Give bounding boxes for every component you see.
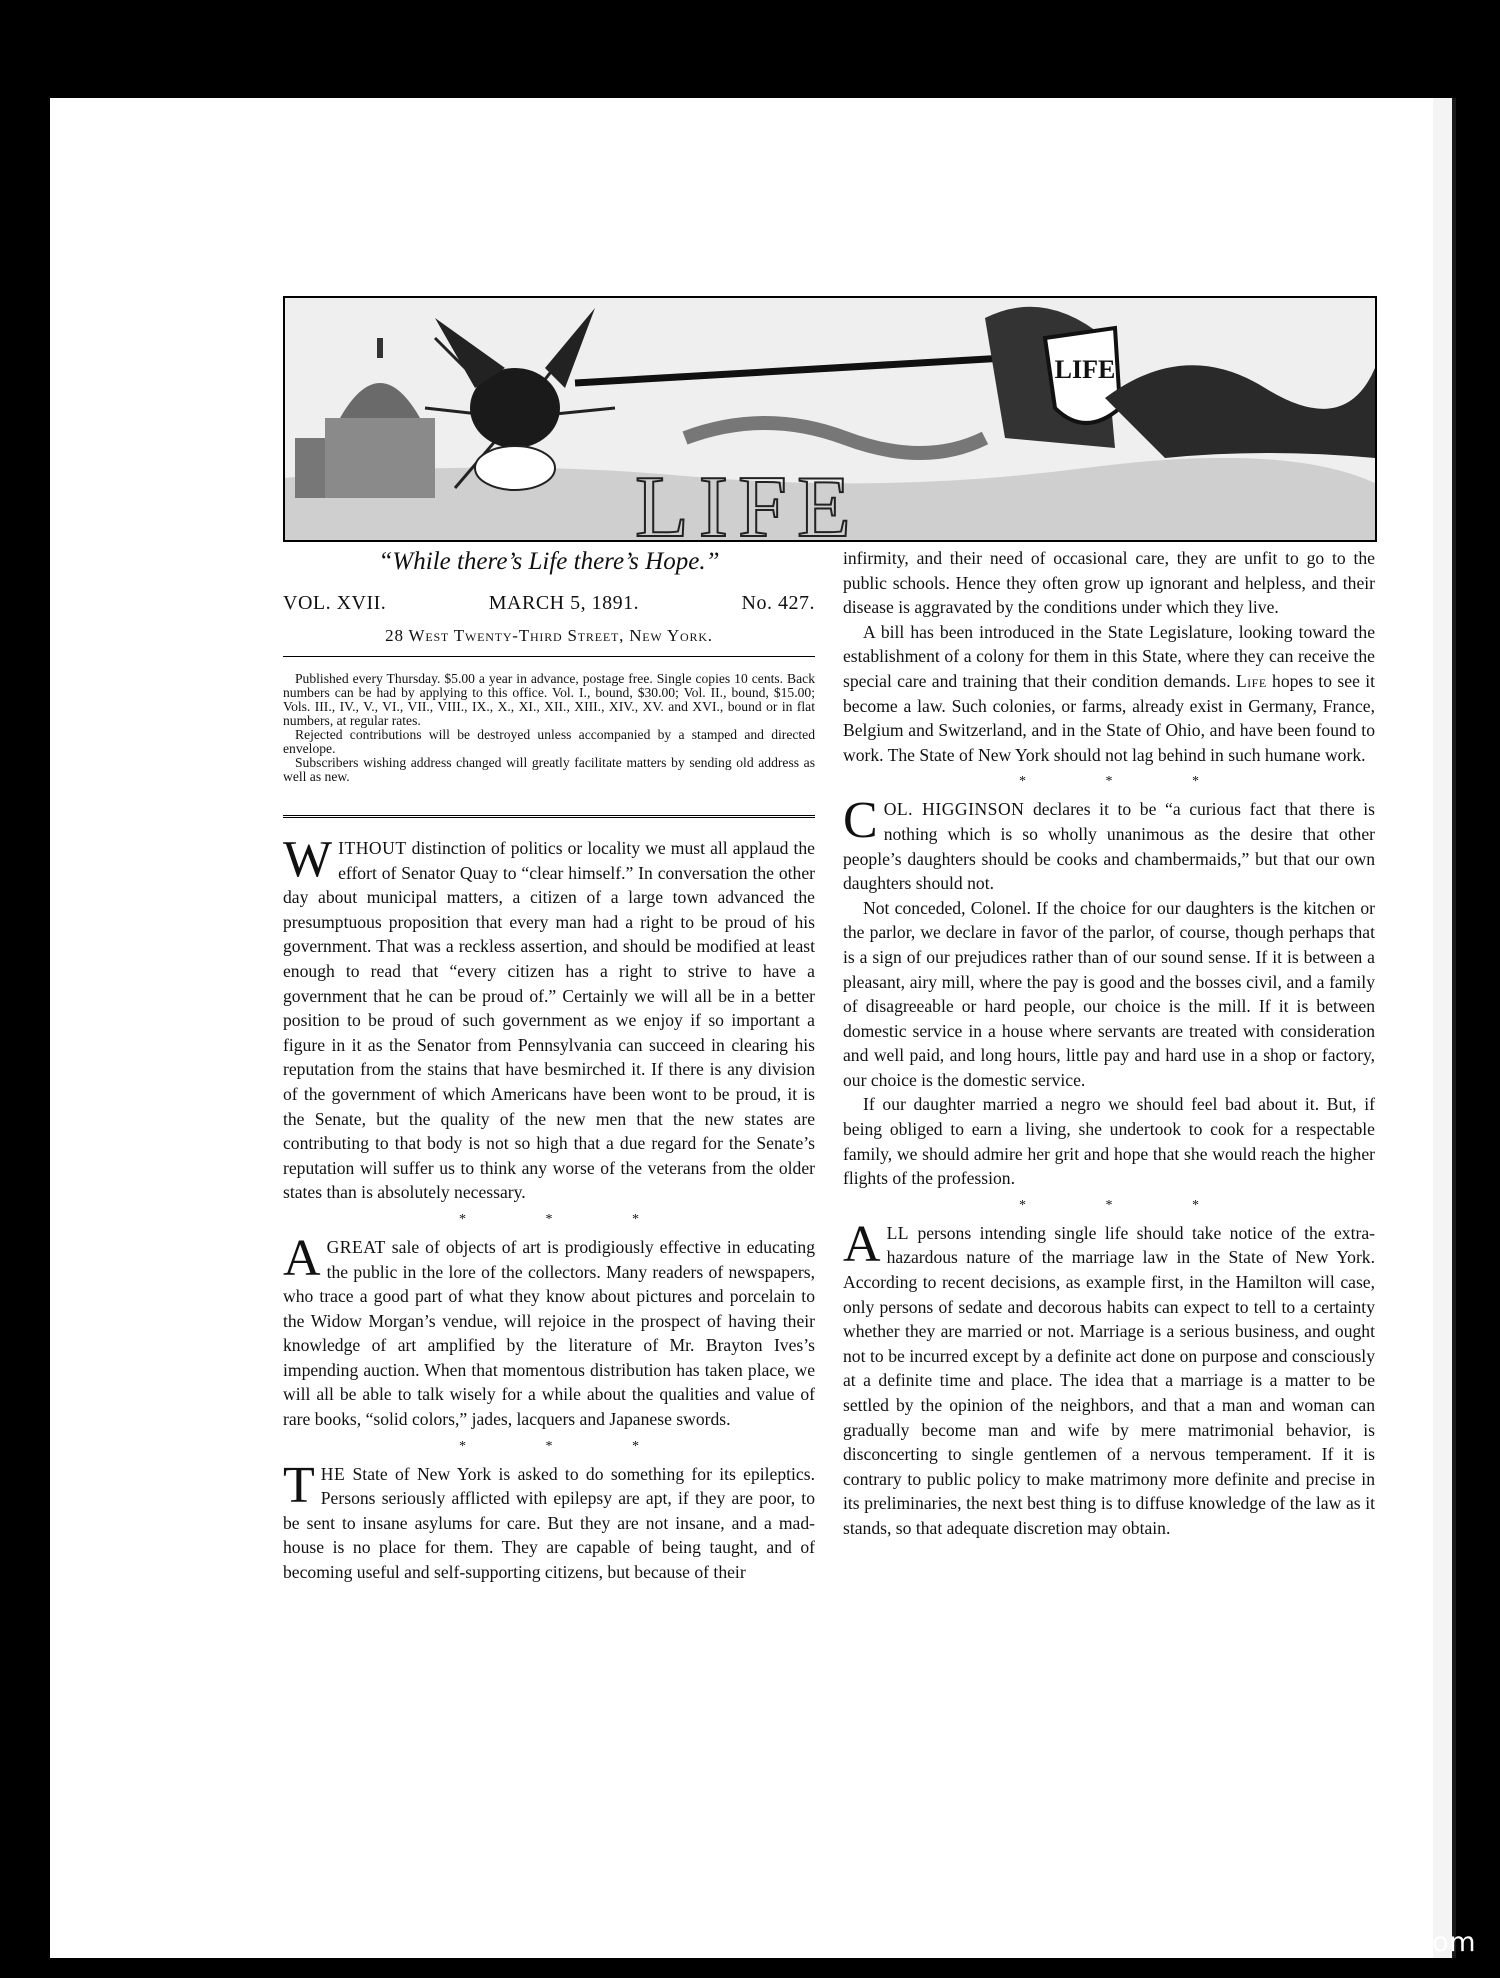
svg-text:LIFE: LIFE bbox=[635, 459, 861, 540]
rejected-contributions-note: Rejected contributions will be destroyed unless accompanied by a stamped and directed envelope. bbox=[283, 727, 815, 756]
epileptics-continued: infirmity, and their need of occasional care, they are unfit to go to the public schools. Hence they often grow up ignorant and helpless, and their disease is aggravated by the conditions under which they live. bbox=[843, 548, 1375, 618]
issue-number: No. 427. bbox=[741, 592, 815, 614]
left-column bbox=[283, 831, 815, 1585]
higginson-paragraph-2: Not conceded, Colonel. If the choice for our daughters is the kitchen or the parlor, we declare in favor of the parlor, of course, though perhaps that is a sign of our prejudices rather than of our sound sense. If it is between a pleasant, airy mill, where the pay is good and the bosses civil, and a family of disagreeable or hard people, our choice is the mill. If it is between domestic service in a house where servants are treated with consideration and well paid, and long hours, little pay and hard use in a shop or factory, our choice is the domestic service. bbox=[843, 897, 1375, 1090]
article-marriage-law: ALL persons intending single life should take notice of the extra-hazardous nature of the marriage law in the State of New York. According to recent decisions, as example first, in the Hamilton will case, only persons of sedate and decorous habits can expect to tell to a certainty whether they are married or not. Marriage is a serious business, and ought not to be incurred except by a definite act done on purpose and consciously at a definite time and place. The idea that a marriage is a matter to be settled by the opinion of the neighbors, and that a man and woman can gradually become man and wife by mere matrimonial behavior, is disconcerting to single gentlemen of a nervous temperament. If it is contrary to public policy to make matrimony more definite and precise in its preliminaries, the next best thing is to diffuse knowledge of the law as it stands, so that adequate discretion may obtain. bbox=[843, 1215, 1375, 1538]
office-address: 28 West Twenty-Third Street, New York. bbox=[385, 626, 713, 645]
article-epileptics: THE State of New York is asked to do something for its epileptics. Persons seriously afflicted with epilepsy are apt, if they are poor, to be sent to insane asylums for care. But they are not insane, and a mad-house is no place for them. They are capable of being taught, and of becoming useful and self-supporting citizens, but because of their bbox=[283, 1456, 815, 1583]
epileptics-bill-paragraph: A bill has been introduced in the State Legislature, looking toward the establishment of a colony for them in this State, where they can receive the special care and training that their condition demands. Life hopes to see it become a law. Such colonies, or farms, already exist in Germany, France, Belgium and Switzerland, and in the State of Ohio, and have been found to work. The State of New York should not lag behind in such humane work. bbox=[843, 621, 1375, 765]
section-separator: * * * bbox=[1019, 1197, 1237, 1213]
svg-text:LIFE: LIFE bbox=[1054, 355, 1116, 384]
publication-info bbox=[283, 672, 815, 784]
dropcap: A bbox=[843, 1215, 881, 1273]
page-binding-line bbox=[1452, 98, 1456, 1958]
address-change-note: Subscribers wishing address changed will greatly facilitate matters by sending old address as well as new. bbox=[283, 755, 815, 784]
double-divider-rule bbox=[283, 815, 815, 821]
right-column bbox=[843, 546, 1375, 1541]
life-name: Life bbox=[1235, 670, 1267, 691]
volume-label: VOL. XVII. bbox=[283, 592, 387, 614]
section-separator: * * * bbox=[459, 1438, 677, 1454]
dropcap: C bbox=[843, 792, 878, 850]
issue-date: MARCH 5, 1891. bbox=[488, 592, 640, 614]
issue-line bbox=[283, 592, 815, 615]
article-higginson: COL. HIGGINSON declares it to be “a curious fact that there is nothing which is so wholly unanimous as the desire that other people’s daughters should be cooks and chambermaids,” but that our own daughters should not. bbox=[843, 792, 1375, 894]
article-quay: WITHOUT distinction of politics or locality we must all applaud the effort of Senator Quay to “clear himself.” In conversation the other day about municipal matters, a citizen of a large town advanced the presumptuous proposition that every man had a right to be proud of his government. That was a reckless assertion, and should be modified at least enough to read that “every citizen has a right to strive to have a government that he can be proud of.” Certainly we will all be in a better position to be proud of such government as we enjoy if so important a figure in it as the Senator from Pennsylvania can succeed in clearing his reputation from the stains that have besmirched it. If there is any division of the government of which Americans have been wont to be proud, it is the Senate, but the quality of the new men that the new states are contributing to that body is not so high that a due regard for the Senate’s reputation will suffer us to think any worse of the veterans from the older states than is absolutely necessary. bbox=[283, 831, 815, 1203]
section-separator: * * * bbox=[459, 1211, 677, 1227]
divider-rule bbox=[283, 656, 815, 657]
masthead-illustration bbox=[283, 296, 1377, 542]
higginson-paragraph-3: If our daughter married a negro we should feel bad about it. But, if being obliged to earn a living, she undertook to cook for a respectable family, we should admire her grit and hope that she would reach the higher flights of the profession. bbox=[843, 1094, 1375, 1189]
watermark: comicbooks.com bbox=[1242, 1927, 1476, 1958]
article-art-sale: AGREAT sale of objects of art is prodigiously effective in educating the public in the lore of the collectors. Many readers of newspapers, who trace a good part of what they know about pictures and porcelain to the Widow Morgan’s vendue, will rejoice in the prospect of having their knowledge of art amplified by the literature of Mr. Brayton Ives’s impending auction. When that momentous distribution has taken place, we will all be able to talk wisely for a while about the qualities and value of rare books, “solid colors,” jades, lacquers and Japanese swords. bbox=[283, 1229, 815, 1430]
dropcap: T bbox=[283, 1456, 315, 1514]
motto: “While there’s Life there’s Hope.” bbox=[378, 548, 720, 575]
dropcap: A bbox=[283, 1229, 321, 1287]
section-separator: * * * bbox=[1019, 774, 1237, 790]
masthead-artwork bbox=[285, 298, 1375, 540]
publication-terms: Published every Thursday. $5.00 a year in advance, postage free. Single copies 10 cents. Back numbers can be had by applying to this office. Vol. I., bound, $30.00; Vol. II., bound, $15.00; Vols. III., IV., V., VI., VII., VIII., IX., X., XI., XII., XIII., XIV., XV. and XVI., bound or in flat numbers, at regular rates. bbox=[283, 671, 815, 728]
dropcap: W bbox=[283, 831, 333, 888]
